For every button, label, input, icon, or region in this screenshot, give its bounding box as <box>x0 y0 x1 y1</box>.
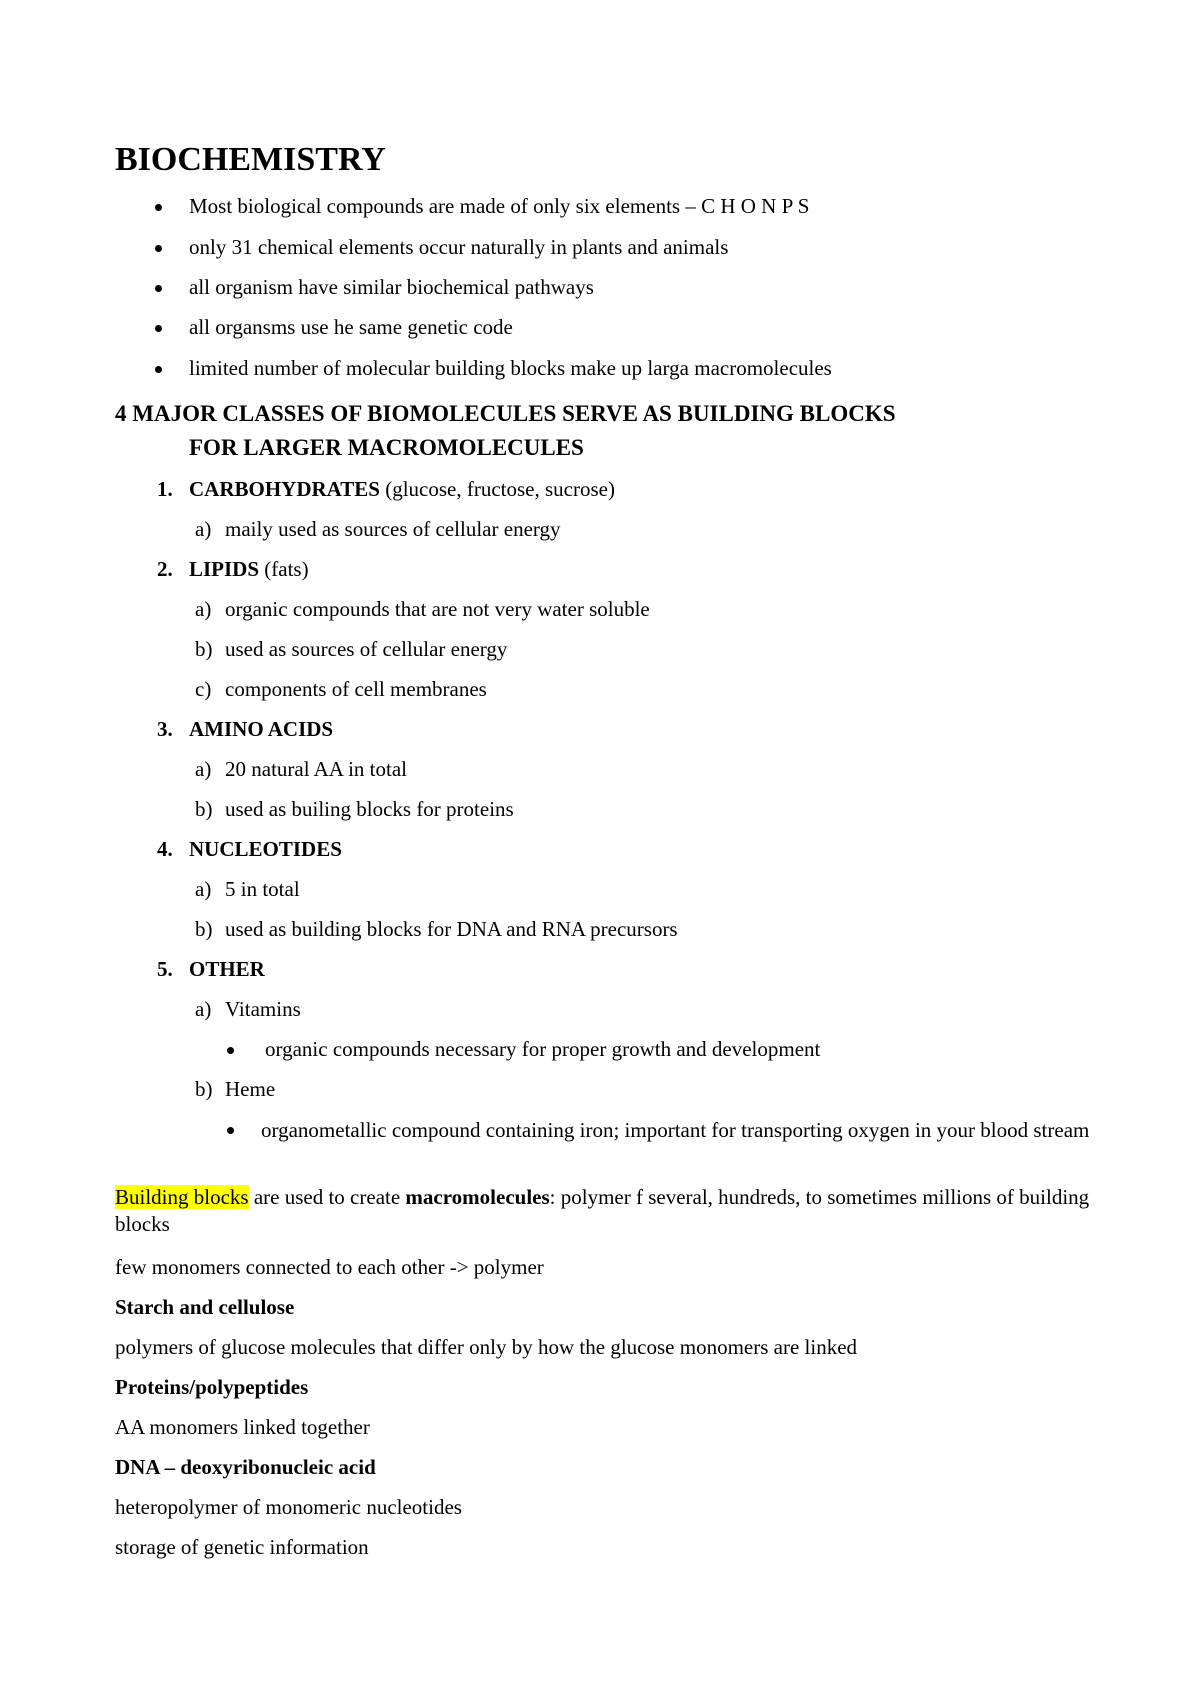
class-number: 2. <box>157 557 173 581</box>
class-name: AMINO ACIDS <box>189 717 334 741</box>
paragraph: storage of genetic information <box>115 1535 369 1559</box>
class-number: 3. <box>157 717 173 741</box>
bullet-icon <box>227 1127 234 1134</box>
class-name: NUCLEOTIDES <box>189 837 342 861</box>
class-number: 4. <box>157 837 173 861</box>
sub-bullet-text: organometallic compound containing iron; important for transporting oxygen in your blood stream <box>261 1118 1090 1142</box>
sub-item-text: organic compounds that are not very water soluble <box>225 597 650 621</box>
class-title-line <box>189 557 309 582</box>
bullet-icon <box>155 325 162 332</box>
subheading: DNA – deoxyribonucleic acid <box>115 1455 376 1479</box>
class-title-line <box>189 957 265 982</box>
sub-item-text: Heme <box>225 1077 276 1101</box>
paragraph: AA monomers linked together <box>115 1415 370 1439</box>
sub-item-letter: c) <box>195 677 212 701</box>
sub-item-letter: a) <box>195 597 212 621</box>
paragraph-text: : polymer f several, hundreds, to sometimes millions of building blocks <box>115 1185 1090 1236</box>
bullet-icon <box>155 285 162 292</box>
sub-item-text: 20 natural AA in total <box>225 757 407 781</box>
subheading: Starch and cellulose <box>115 1295 295 1319</box>
sub-item-letter: a) <box>195 757 212 781</box>
sub-item-letter: a) <box>195 997 212 1021</box>
document-page <box>115 0 1105 1698</box>
sub-item-letter: a) <box>195 877 212 901</box>
page-title: BIOCHEMISTRY <box>115 141 386 178</box>
sub-item-text: maily used as sources of cellular energy <box>225 517 561 541</box>
paragraph: few monomers connected to each other -> polymer <box>115 1255 544 1279</box>
bullet-icon <box>155 366 162 373</box>
list-item: all organsms use he same genetic code <box>189 315 513 339</box>
bullet-icon <box>227 1047 234 1054</box>
class-title-line <box>189 477 615 502</box>
sub-item-text: Vitamins <box>225 997 301 1021</box>
building-blocks-paragraph <box>115 1184 1105 1238</box>
class-detail: (fats) <box>259 557 309 581</box>
bullet-icon <box>155 245 162 252</box>
list-item: Most biological compounds are made of only six elements – C H O N P S <box>189 194 810 218</box>
sub-item-letter: a) <box>195 517 212 541</box>
paragraph: polymers of glucose molecules that differ only by how the glucose monomers are linked <box>115 1335 858 1359</box>
class-title-line <box>189 717 333 742</box>
class-name: LIPIDS <box>189 557 260 581</box>
class-name: CARBOHYDRATES <box>189 477 380 501</box>
sub-item-text: used as sources of cellular energy <box>225 637 508 661</box>
sub-item-text: used as building blocks for DNA and RNA precursors <box>225 917 678 941</box>
class-number: 5. <box>157 957 173 981</box>
paragraph-text: are used to create <box>248 1185 406 1209</box>
sub-item-text: components of cell membranes <box>225 677 487 701</box>
list-item: limited number of molecular building blocks make up larga macromolecules <box>189 356 832 380</box>
class-detail: (glucose, fructose, sucrose) <box>379 477 615 501</box>
sub-item-letter: b) <box>195 1077 213 1101</box>
highlighted-term: Building blocks <box>115 1185 249 1209</box>
sub-item-letter: b) <box>195 917 213 941</box>
list-item: all organism have similar biochemical pathways <box>189 275 594 299</box>
class-name: OTHER <box>189 957 265 981</box>
bold-term: macromolecules <box>405 1185 550 1209</box>
sub-item-text: used as builing blocks for proteins <box>225 797 514 821</box>
class-number: 1. <box>157 477 173 501</box>
sub-item-letter: b) <box>195 637 213 661</box>
section-heading-line2: FOR LARGER MACROMOLECULES <box>189 435 584 460</box>
list-item: only 31 chemical elements occur naturally in plants and animals <box>189 235 729 259</box>
bullet-icon <box>155 204 162 211</box>
section-heading-line1: 4 MAJOR CLASSES OF BIOMOLECULES SERVE AS BUILDING BLOCKS <box>115 401 896 426</box>
sub-bullet-text: organic compounds necessary for proper growth and development <box>265 1037 821 1061</box>
class-title-line <box>189 837 342 862</box>
sub-item-letter: b) <box>195 797 213 821</box>
paragraph: heteropolymer of monomeric nucleotides <box>115 1495 462 1519</box>
subheading: Proteins/polypeptides <box>115 1375 309 1399</box>
sub-item-text: 5 in total <box>225 877 300 901</box>
